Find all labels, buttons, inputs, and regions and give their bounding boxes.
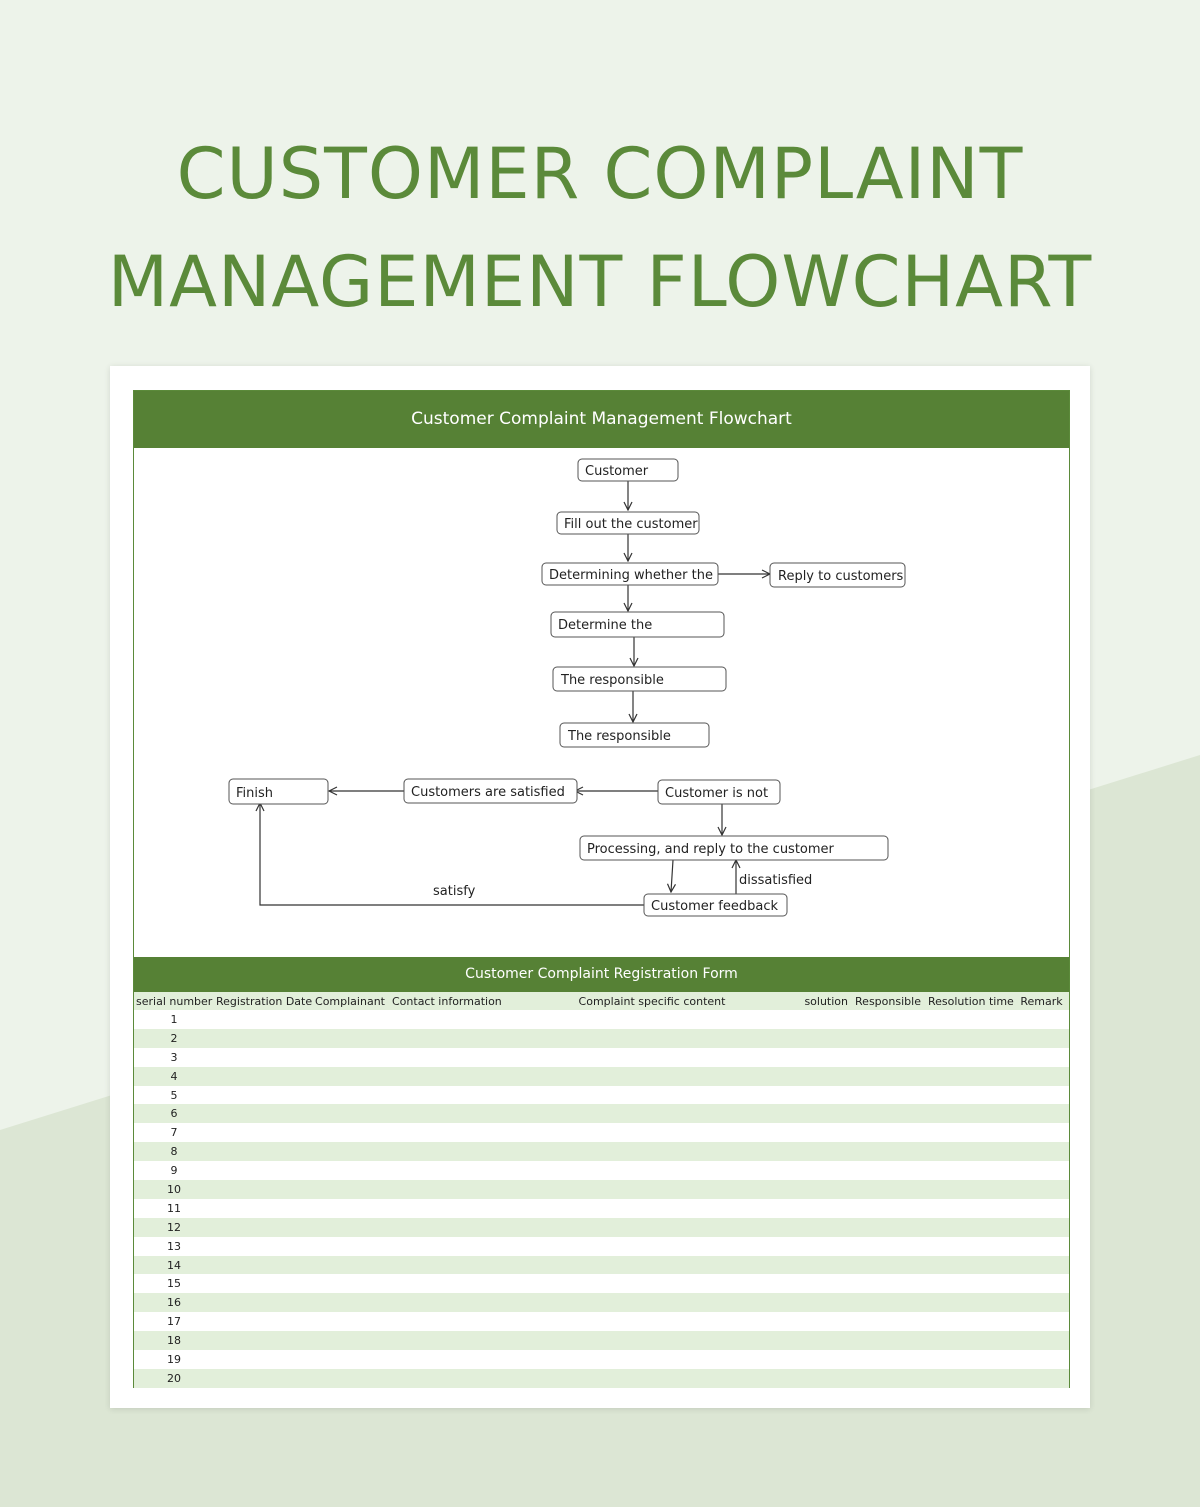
table-cell[interactable] xyxy=(214,1312,312,1331)
table-cell[interactable] xyxy=(312,1048,388,1067)
table-row xyxy=(134,1029,1069,1048)
table-cell[interactable] xyxy=(800,1161,850,1180)
page-title-line-1: CUSTOMER COMPLAINT xyxy=(176,133,1024,215)
serial-number-cell[interactable]: 5 xyxy=(134,1086,214,1105)
table-cell[interactable] xyxy=(504,1199,800,1218)
table-cell[interactable] xyxy=(850,1104,926,1123)
table-cell[interactable] xyxy=(926,1274,1014,1293)
table-cell[interactable] xyxy=(312,1010,388,1029)
table-cell[interactable] xyxy=(1014,1010,1069,1029)
table-row xyxy=(134,1048,1069,1067)
serial-number-cell[interactable]: 16 xyxy=(134,1293,214,1312)
table-cell[interactable] xyxy=(504,1086,800,1105)
table-row xyxy=(134,1256,1069,1275)
table-cell[interactable] xyxy=(504,1161,800,1180)
table-cell[interactable] xyxy=(1014,1104,1069,1123)
table-cell[interactable] xyxy=(850,1123,926,1142)
table-cell[interactable] xyxy=(504,1218,800,1237)
table-cell[interactable] xyxy=(1014,1312,1069,1331)
serial-number-cell[interactable]: 17 xyxy=(134,1312,214,1331)
column-header: Contact information xyxy=(388,992,504,1010)
table-cell[interactable] xyxy=(504,1123,800,1142)
table-cell[interactable] xyxy=(214,1067,312,1086)
table-cell[interactable] xyxy=(800,1237,850,1256)
table-cell[interactable] xyxy=(214,1350,312,1369)
table-cell[interactable] xyxy=(312,1104,388,1123)
table-cell[interactable] xyxy=(504,1180,800,1199)
page-title xyxy=(0,120,1200,336)
table-cell[interactable] xyxy=(1014,1180,1069,1199)
table-cell[interactable] xyxy=(504,1010,800,1029)
spreadsheet-preview xyxy=(110,366,1090,1408)
table-cell[interactable] xyxy=(214,1142,312,1161)
page-title-line-2: MANAGEMENT FLOWCHART xyxy=(107,241,1093,323)
table-row xyxy=(134,1369,1069,1388)
table-cell[interactable] xyxy=(214,1369,312,1388)
table-cell[interactable] xyxy=(926,1142,1014,1161)
table-cell[interactable] xyxy=(504,1142,800,1161)
table-cell[interactable] xyxy=(388,1142,504,1161)
flowchart-header: Customer Complaint Management Flowchart xyxy=(134,391,1069,448)
table-cell[interactable] xyxy=(388,1048,504,1067)
serial-number-cell[interactable]: 18 xyxy=(134,1331,214,1350)
table-cell[interactable] xyxy=(926,1312,1014,1331)
table-cell[interactable] xyxy=(1014,1331,1069,1350)
column-header: Resolution time xyxy=(926,992,1014,1010)
table-cell[interactable] xyxy=(926,1199,1014,1218)
table-cell[interactable] xyxy=(1014,1161,1069,1180)
table-cell[interactable] xyxy=(214,1010,312,1029)
table-row xyxy=(134,1350,1069,1369)
table-cell[interactable] xyxy=(388,1161,504,1180)
table-cell[interactable] xyxy=(312,1274,388,1293)
table-row xyxy=(134,1086,1069,1105)
table-cell[interactable] xyxy=(926,1218,1014,1237)
table-row xyxy=(134,1293,1069,1312)
table-cell[interactable] xyxy=(388,1010,504,1029)
serial-number-cell[interactable]: 9 xyxy=(134,1161,214,1180)
table-cell[interactable] xyxy=(388,1237,504,1256)
serial-number-cell[interactable]: 6 xyxy=(134,1104,214,1123)
table-cell[interactable] xyxy=(1014,1237,1069,1256)
table-cell[interactable] xyxy=(800,1293,850,1312)
table-cell[interactable] xyxy=(926,1161,1014,1180)
table-cell[interactable] xyxy=(800,1312,850,1331)
node-finish: Finish xyxy=(236,786,274,801)
table-cell[interactable] xyxy=(850,1350,926,1369)
table-cell[interactable] xyxy=(850,1199,926,1218)
table-cell[interactable] xyxy=(850,1218,926,1237)
node-satisfied: Customers are satisfied xyxy=(411,785,565,800)
form-header: Customer Complaint Registration Form xyxy=(134,957,1069,992)
serial-number-cell[interactable]: 7 xyxy=(134,1123,214,1142)
table-row xyxy=(134,1312,1069,1331)
table-cell[interactable] xyxy=(504,1029,800,1048)
table-cell[interactable] xyxy=(214,1180,312,1199)
table-row xyxy=(134,1331,1069,1350)
table-cell[interactable] xyxy=(850,1180,926,1199)
node-determine: Determine the xyxy=(558,618,653,633)
table-cell[interactable] xyxy=(388,1312,504,1331)
table-cell[interactable] xyxy=(1014,1086,1069,1105)
serial-number-cell[interactable]: 2 xyxy=(134,1029,214,1048)
table-cell[interactable] xyxy=(388,1369,504,1388)
table-cell[interactable] xyxy=(312,1218,388,1237)
table-cell[interactable] xyxy=(312,1293,388,1312)
column-header: Remark xyxy=(1014,992,1069,1010)
table-cell[interactable] xyxy=(214,1331,312,1350)
registration-table xyxy=(134,992,1069,1388)
table-cell[interactable] xyxy=(800,1029,850,1048)
table-header-row xyxy=(134,992,1069,1010)
column-header: Registration Date xyxy=(214,992,312,1010)
table-cell[interactable] xyxy=(850,1048,926,1067)
table-cell[interactable] xyxy=(312,1086,388,1105)
table-cell[interactable] xyxy=(312,1180,388,1199)
serial-number-cell[interactable]: 15 xyxy=(134,1274,214,1293)
table-cell[interactable] xyxy=(1014,1142,1069,1161)
table-cell[interactable] xyxy=(504,1104,800,1123)
table-cell[interactable] xyxy=(388,1199,504,1218)
table-cell[interactable] xyxy=(312,1029,388,1048)
table-cell[interactable] xyxy=(214,1237,312,1256)
table-cell[interactable] xyxy=(1014,1199,1069,1218)
table-cell[interactable] xyxy=(800,1218,850,1237)
table-cell[interactable] xyxy=(800,1256,850,1275)
table-cell[interactable] xyxy=(926,1180,1014,1199)
table-cell[interactable] xyxy=(800,1010,850,1029)
serial-number-cell[interactable]: 8 xyxy=(134,1142,214,1161)
table-cell[interactable] xyxy=(214,1086,312,1105)
column-header: solution xyxy=(800,992,850,1010)
serial-number-cell[interactable]: 19 xyxy=(134,1350,214,1369)
table-cell[interactable] xyxy=(850,1293,926,1312)
table-cell[interactable] xyxy=(926,1350,1014,1369)
table-cell[interactable] xyxy=(926,1293,1014,1312)
serial-number-cell[interactable]: 1 xyxy=(134,1010,214,1029)
table-cell[interactable] xyxy=(214,1199,312,1218)
table-cell[interactable] xyxy=(504,1274,800,1293)
column-header: Complaint specific content xyxy=(504,992,800,1010)
table-cell[interactable] xyxy=(504,1369,800,1388)
node-not-satisfied: Customer is not xyxy=(665,786,769,801)
table-cell[interactable] xyxy=(850,1010,926,1029)
table-row xyxy=(134,1161,1069,1180)
table-cell[interactable] xyxy=(850,1369,926,1388)
table-cell[interactable] xyxy=(388,1029,504,1048)
table-cell[interactable] xyxy=(850,1142,926,1161)
table-cell[interactable] xyxy=(850,1331,926,1350)
table-cell[interactable] xyxy=(926,1104,1014,1123)
serial-number-cell[interactable]: 20 xyxy=(134,1369,214,1388)
table-cell[interactable] xyxy=(388,1180,504,1199)
table-cell[interactable] xyxy=(214,1218,312,1237)
table-row xyxy=(134,1142,1069,1161)
node-responsible-1: The responsible xyxy=(561,673,664,688)
table-row xyxy=(134,1274,1069,1293)
table-cell[interactable] xyxy=(388,1218,504,1237)
node-customer: Customer xyxy=(585,464,649,479)
arrow-processing-to-feedback xyxy=(671,860,673,892)
table-cell[interactable] xyxy=(214,1123,312,1142)
table-cell[interactable] xyxy=(1014,1256,1069,1275)
table-cell[interactable] xyxy=(926,1256,1014,1275)
table-cell[interactable] xyxy=(800,1350,850,1369)
table-cell[interactable] xyxy=(1014,1350,1069,1369)
table-cell[interactable] xyxy=(388,1123,504,1142)
serial-number-cell[interactable]: 11 xyxy=(134,1199,214,1218)
table-cell[interactable] xyxy=(1014,1218,1069,1237)
table-cell[interactable] xyxy=(926,1369,1014,1388)
table-cell[interactable] xyxy=(800,1369,850,1388)
table-cell[interactable] xyxy=(850,1274,926,1293)
table-cell[interactable] xyxy=(388,1274,504,1293)
table-cell[interactable] xyxy=(388,1350,504,1369)
table-row xyxy=(134,1067,1069,1086)
table-cell[interactable] xyxy=(312,1312,388,1331)
table-cell[interactable] xyxy=(504,1331,800,1350)
node-feedback: Customer feedback xyxy=(651,899,778,914)
table-cell[interactable] xyxy=(504,1293,800,1312)
table-cell[interactable] xyxy=(388,1256,504,1275)
table-cell[interactable] xyxy=(800,1331,850,1350)
table-cell[interactable] xyxy=(800,1180,850,1199)
table-cell[interactable] xyxy=(926,1237,1014,1256)
table-cell[interactable] xyxy=(312,1142,388,1161)
table-cell[interactable] xyxy=(312,1237,388,1256)
table-cell[interactable] xyxy=(388,1067,504,1086)
table-cell[interactable] xyxy=(504,1350,800,1369)
table-cell[interactable] xyxy=(926,1029,1014,1048)
serial-number-cell[interactable]: 4 xyxy=(134,1067,214,1086)
table-cell[interactable] xyxy=(214,1048,312,1067)
table-cell[interactable] xyxy=(926,1010,1014,1029)
node-processing: Processing, and reply to the customer xyxy=(587,842,834,857)
node-responsible-2: The responsible xyxy=(568,729,671,744)
table-cell[interactable] xyxy=(312,1123,388,1142)
table-cell[interactable] xyxy=(214,1029,312,1048)
table-cell[interactable] xyxy=(312,1256,388,1275)
table-cell[interactable] xyxy=(312,1067,388,1086)
table-cell[interactable] xyxy=(312,1331,388,1350)
table-cell[interactable] xyxy=(1014,1123,1069,1142)
table-cell[interactable] xyxy=(850,1237,926,1256)
table-cell[interactable] xyxy=(1014,1067,1069,1086)
serial-number-cell[interactable]: 14 xyxy=(134,1256,214,1275)
table-cell[interactable] xyxy=(1014,1048,1069,1067)
table-cell[interactable] xyxy=(388,1293,504,1312)
table-body xyxy=(134,1010,1069,1388)
table-cell[interactable] xyxy=(850,1086,926,1105)
table-cell[interactable] xyxy=(214,1104,312,1123)
table-cell[interactable] xyxy=(850,1161,926,1180)
table-cell[interactable] xyxy=(800,1123,850,1142)
table-cell[interactable] xyxy=(214,1274,312,1293)
serial-number-cell[interactable]: 10 xyxy=(134,1180,214,1199)
node-fill-out: Fill out the customer xyxy=(564,517,698,532)
table-cell[interactable] xyxy=(1014,1274,1069,1293)
table-cell[interactable] xyxy=(926,1048,1014,1067)
column-header: Responsible xyxy=(850,992,926,1010)
table-cell[interactable] xyxy=(850,1029,926,1048)
edge-label-dissatisfied: dissatisfied xyxy=(739,873,813,888)
table-row xyxy=(134,1237,1069,1256)
flowchart-diagram xyxy=(134,448,1069,957)
table-row xyxy=(134,1104,1069,1123)
table-cell[interactable] xyxy=(504,1048,800,1067)
sheet-frame xyxy=(133,390,1070,1388)
table-cell[interactable] xyxy=(504,1237,800,1256)
table-cell[interactable] xyxy=(1014,1029,1069,1048)
table-row xyxy=(134,1010,1069,1029)
table-cell[interactable] xyxy=(312,1369,388,1388)
table-cell[interactable] xyxy=(800,1086,850,1105)
table-cell[interactable] xyxy=(388,1331,504,1350)
table-cell[interactable] xyxy=(800,1067,850,1086)
serial-number-cell[interactable]: 3 xyxy=(134,1048,214,1067)
table-cell[interactable] xyxy=(1014,1293,1069,1312)
edge-label-satisfy: satisfy xyxy=(433,884,476,899)
node-determining: Determining whether the xyxy=(549,568,713,583)
table-cell[interactable] xyxy=(926,1086,1014,1105)
table-cell[interactable] xyxy=(312,1350,388,1369)
table-cell[interactable] xyxy=(214,1256,312,1275)
table-cell[interactable] xyxy=(850,1312,926,1331)
table-cell[interactable] xyxy=(800,1274,850,1293)
table-cell[interactable] xyxy=(926,1123,1014,1142)
table-cell[interactable] xyxy=(312,1199,388,1218)
table-cell[interactable] xyxy=(504,1256,800,1275)
table-cell[interactable] xyxy=(800,1104,850,1123)
table-cell[interactable] xyxy=(850,1067,926,1086)
table-cell[interactable] xyxy=(388,1086,504,1105)
node-reply: Reply to customers xyxy=(778,569,904,584)
table-cell[interactable] xyxy=(214,1161,312,1180)
table-row xyxy=(134,1199,1069,1218)
table-cell[interactable] xyxy=(388,1104,504,1123)
table-cell[interactable] xyxy=(800,1048,850,1067)
table-row xyxy=(134,1180,1069,1199)
serial-number-cell[interactable]: 12 xyxy=(134,1218,214,1237)
table-cell[interactable] xyxy=(850,1256,926,1275)
column-header: serial number xyxy=(134,992,214,1010)
table-cell[interactable] xyxy=(312,1161,388,1180)
table-cell[interactable] xyxy=(1014,1369,1069,1388)
table-cell[interactable] xyxy=(504,1067,800,1086)
table-cell[interactable] xyxy=(800,1199,850,1218)
table-cell[interactable] xyxy=(926,1067,1014,1086)
table-cell[interactable] xyxy=(926,1331,1014,1350)
table-cell[interactable] xyxy=(214,1293,312,1312)
column-header: Complainant xyxy=(312,992,388,1010)
table-row xyxy=(134,1123,1069,1142)
table-cell[interactable] xyxy=(800,1142,850,1161)
serial-number-cell[interactable]: 13 xyxy=(134,1237,214,1256)
table-row xyxy=(134,1218,1069,1237)
table-cell[interactable] xyxy=(504,1312,800,1331)
